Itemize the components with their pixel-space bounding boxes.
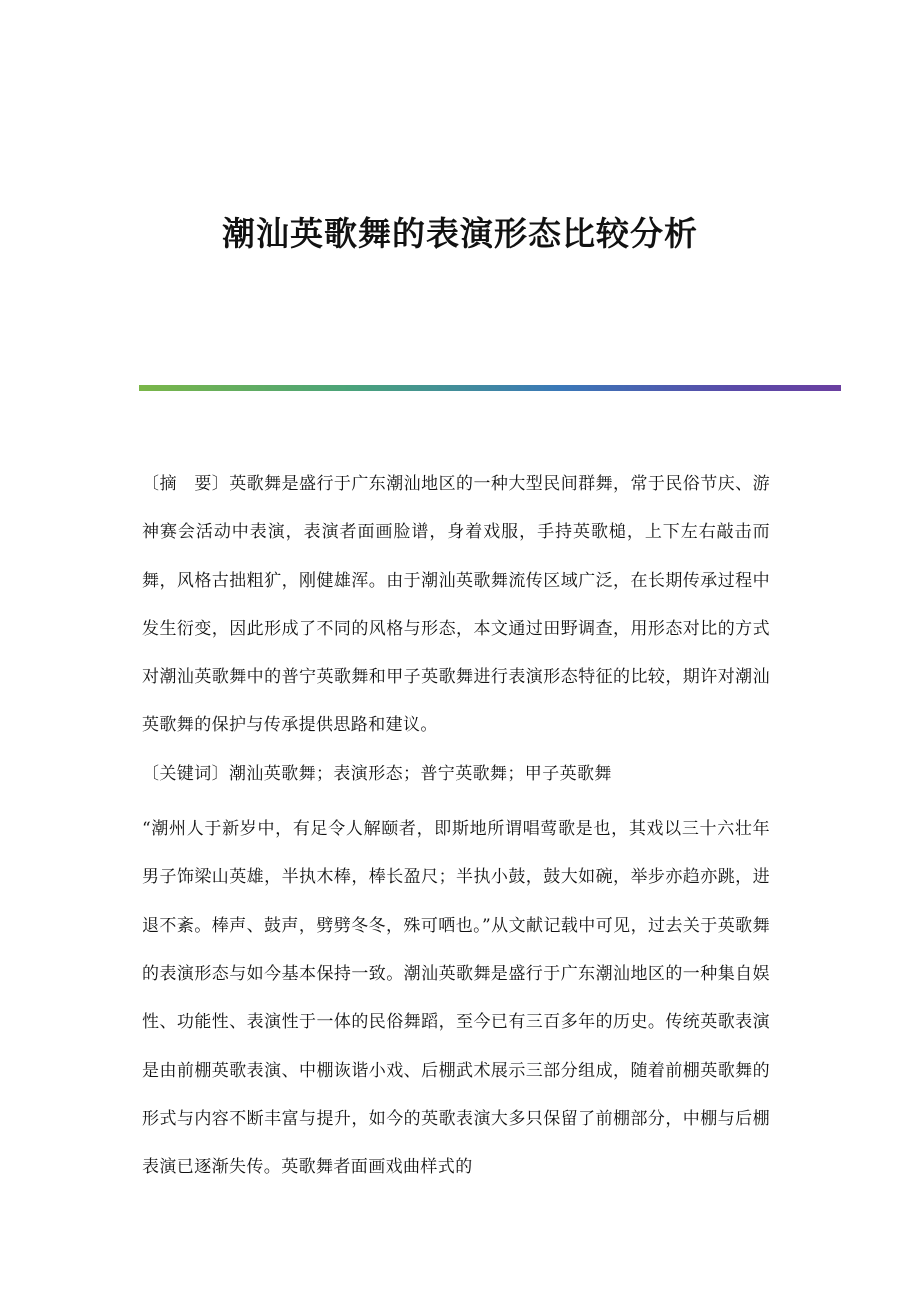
document-body <box>142 460 770 1191</box>
keywords-paragraph: 〔关键词〕潮汕英歌舞；表演形态；普宁英歌舞；甲子英歌舞 <box>142 763 612 784</box>
title-divider-rule <box>139 385 841 391</box>
abstract-paragraph: 〔摘 要〕英歌舞是盛行于广东潮汕地区的一种大型民间群舞，常于民俗节庆、游神赛会活动中表演，表演者面画脸谱，身着戏服，手持英歌槌，上下左右敲击而舞，风格古拙粗犷，刚健雄浑。由于潮汕英歌舞流传区域广泛，在长期传承过程中发生衍变，因此形成了不同的风格与形态，本文通过田野调查，用形态对比的方式对潮汕英歌舞中的普宁英歌舞和甲子英歌舞进行表演形态特征的比较，期许对潮汕英歌舞的保护与传承提供思路和建议。 <box>142 474 770 736</box>
body-paragraph: “潮州人于新岁中，有足令人解颐者，即斯地所谓唱莺歌是也，其戏以三十六壮年男子饰梁山英雄，半执木棒，棒长盈尺；半执小鼓，鼓大如碗，举步亦趋亦跳，进退不紊。棒声、鼓声，劈劈冬冬，殊可哂也。”从文献记载中可见，过去关于英歌舞的表演形态与如今基本保持一致。潮汕英歌舞是盛行于广东潮汕地区的一种集自娱性、功能性、表演性于一体的民俗舞蹈，至今已有三百多年的历史。传统英歌表演是由前棚英歌表演、中棚诙谐小戏、后棚武术展示三部分组成，随着前棚英歌舞的形式与内容不断丰富与提升，如今的英歌表演大多只保留了前棚部分，中棚与后棚表演已逐渐失传。英歌舞者面画戏曲样式的 <box>142 819 770 1178</box>
document-title: 潮汕英歌舞的表演形态比较分析 <box>222 214 698 253</box>
